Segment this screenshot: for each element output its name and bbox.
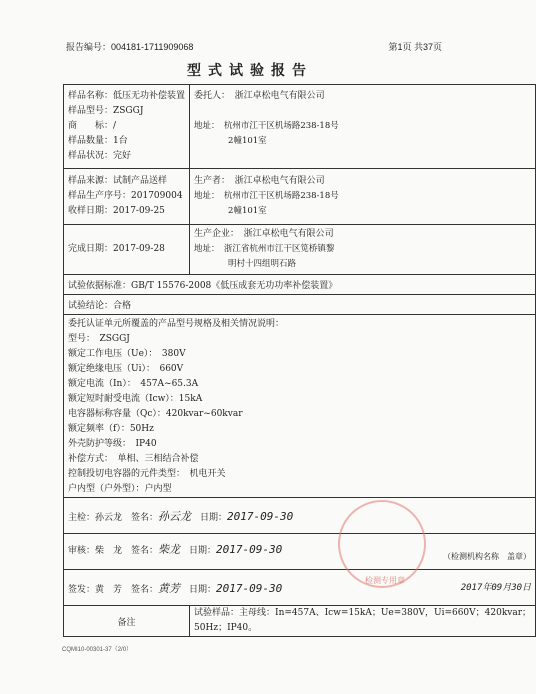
spec-list: [64, 315, 536, 498]
test-conclusion: 试验结论：合格: [64, 295, 536, 315]
test-basis: 试验依据标准：GB/T 15576-2008《低压成套无功功率补偿装置》: [64, 275, 536, 295]
sample-source: 试制产品送样: [113, 176, 168, 186]
client-name: 浙江卓松电气有限公司: [234, 91, 325, 101]
spec-line: 额定绝缘电压（Ui）： 660V: [68, 364, 184, 374]
spec-line: 额定工作电压（Ue）： 380V: [68, 349, 186, 359]
spec-line: 额定频率（f）：50Hz: [68, 424, 154, 434]
main-signature: 孙云龙: [158, 509, 192, 523]
sample-condition: 完好: [113, 151, 132, 161]
review-signature: 柴龙: [158, 543, 181, 556]
client-addr: 杭州市江干区机场路238-18号: [223, 121, 339, 131]
spec-line: 补偿方式： 单相、三相结合补偿: [68, 454, 199, 464]
main-date: 2017-09-30: [227, 509, 294, 523]
sample-name: 低压无功补偿装置: [113, 91, 186, 101]
received-date: 2017-09-25: [113, 206, 165, 216]
sample-info-bottom: 完成日期：2017-09-28: [64, 225, 190, 275]
spec-line: 委托认证单元所覆盖的产品型号规格及相关情况说明：: [68, 319, 285, 329]
stamp-text: 检测专用章: [365, 576, 405, 585]
page-number: 第1页 共37页: [388, 42, 442, 52]
approver-row: 签发：黄 芳 签名：黄芳 日期：2017-09-30 2017年09月30日: [64, 570, 536, 606]
reviewer-row: 审核：柴 龙 签名：柴龙 日期：2017-09-30 （检测机构名称 盖章）: [64, 534, 536, 570]
factory-info: 生产企业： 浙江卓松电气有限公司 地址： 浙江省杭州市江干区笕桥镇黎 明村十四组明石路: [190, 225, 536, 275]
spec-line: 电容器标称容量（Qc）：420kvar~60kvar: [68, 409, 243, 419]
spec-line: 型号： ZSGGJ: [68, 334, 130, 344]
remarks-label: 备注: [64, 606, 190, 637]
sample-serial: 201709004: [131, 191, 183, 201]
main-inspector-row: 主检：孙云龙 签名：孙云龙 日期：2017-09-30: [64, 498, 536, 534]
factory-name: 浙江卓松电气有限公司: [243, 229, 334, 239]
maker-name: 浙江卓松电气有限公司: [234, 176, 325, 186]
completed-date: 2017-09-28: [113, 244, 165, 254]
spec-line: 额定短时耐受电流（Icw）：15kA: [68, 394, 203, 404]
sample-info-mid: 样品来源：试制产品送样 样品生产序号：201709004 收样日期：2017-09-25: [64, 169, 190, 225]
sample-brand: /: [113, 121, 117, 131]
maker-info: 生产者： 浙江卓松电气有限公司 地址： 杭州市江干区机场路238-18号 2幢101室: [190, 169, 536, 225]
spec-line: 外壳防护等级： IP40: [68, 439, 157, 449]
approve-signature: 黄芳: [158, 581, 181, 595]
report-number: 报告编号：004181-1711909068: [66, 42, 194, 52]
form-code: CQMI10-00301-37（2/0）: [62, 647, 133, 653]
sample-model: ZSGGJ: [113, 106, 144, 116]
remarks-content: 试验样品：主母线：In=457A、Icw=15kA；Ue=380V，Ui=660V；420kvar； 50Hz；IP40。: [190, 606, 536, 637]
spec-line: 户内型（户外型）：户内型: [68, 484, 172, 494]
report-table: [63, 84, 536, 637]
client-info: 委托人： 浙江卓松电气有限公司 地址： 杭州市江干区机场路238-18号 2幢101室: [190, 85, 536, 169]
page-title: 型式试验报告: [187, 63, 313, 79]
spec-line: 控制投切电容器的元件类型： 机电开关: [68, 469, 226, 479]
sample-info-top: 样品名称：低压无功补偿装置 样品型号：ZSGGJ 商 标：/ 样品数量：1台 样品状况：完好: [64, 85, 190, 169]
review-date: 2017-09-30: [216, 543, 283, 556]
spec-line: 额定电流（In）： 457A~65.3A: [68, 379, 199, 389]
approve-date: 2017-09-30: [216, 581, 283, 595]
org-seal-text: （检测机构名称 盖章）: [443, 552, 532, 561]
sample-qty: 1台: [113, 136, 128, 146]
seal-date: 2017年09月30日: [460, 582, 532, 593]
